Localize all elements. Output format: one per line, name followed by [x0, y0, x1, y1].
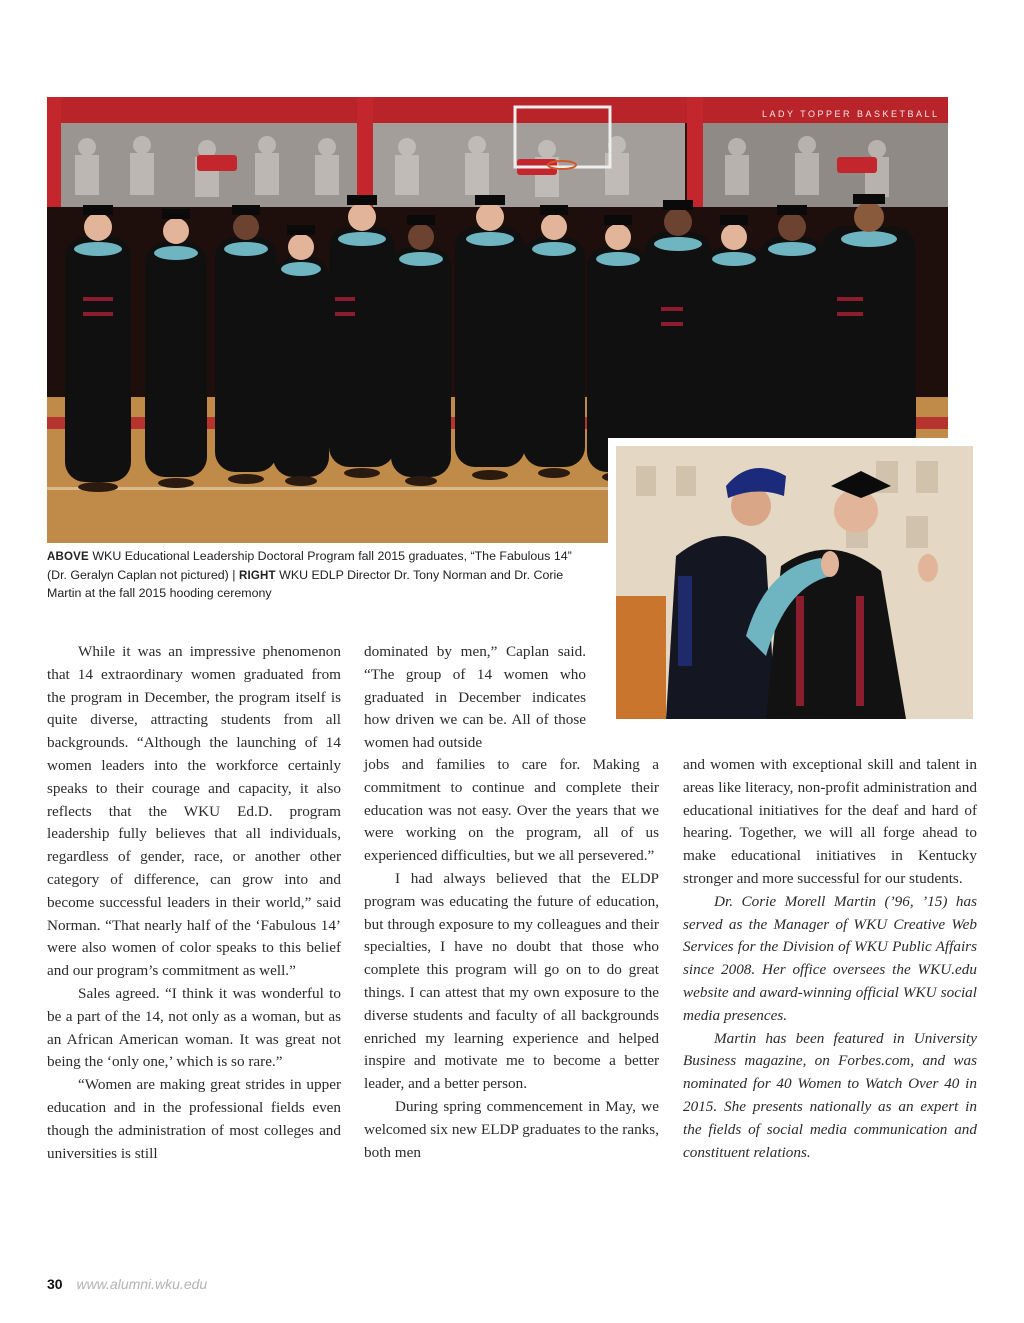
hooding-photo-illustration	[616, 446, 973, 719]
article-column-3	[683, 754, 977, 1164]
article-paragraph: I had always believed that the ELDP program was educating the future of education, but through exposure to my colleagues and their specialties, I have no doubt that those who complete this program will go on to do great things. I can attest that my own exposure to the diverse students and faculty of all backgrounds enriched my learning experience and helped inspire and motivate me to become a better leader, and a better person.	[364, 869, 659, 1093]
banner-text: LADY TOPPER BASKETBALL	[762, 109, 940, 119]
article-paragraph: jobs and families to care for. Making a commitment to continue and complete their education was not easy. Over the years that we were working on the program, all of us experienced difficulties, but we all persevered.”	[364, 756, 659, 865]
photo-caption	[47, 548, 592, 603]
article-column-1	[47, 641, 341, 1165]
hooding-photo	[608, 438, 974, 721]
caption-separator: |	[232, 567, 236, 582]
caption-right-tag: RIGHT	[238, 569, 276, 582]
caption-right-text: WKU EDLP Director Dr. Tony Norman and Dr. Corie Martin at the fall 2015 hooding ceremony	[47, 567, 564, 600]
article-paragraph: During spring commencement in May, we welcomed six new ELDP graduates to the ranks, both men	[364, 1097, 659, 1161]
footer-url[interactable]: www.alumni.wku.edu	[76, 1276, 208, 1292]
caption-above-tag: ABOVE	[47, 551, 89, 563]
caption-above-text: WKU Educational Leadership Doctoral Program fall 2015 graduates, “The Fabulous 14” (Dr. Geralyn Caplan not pictured)	[47, 549, 572, 582]
page-footer	[47, 1276, 207, 1292]
article-column-2	[364, 754, 659, 1164]
article-paragraph: “Women are making great strides in upper education and in the professional fields even though the administration of most colleges and universities is still	[47, 1076, 341, 1162]
article-paragraph: and women with exceptional skill and talent in areas like literacy, non-profit administration and educational initiatives for the deaf and hard of hearing. Together, we will all forge ahead to make educational initiatives in Kentucky stronger and more successful for our students.	[683, 756, 977, 887]
author-bio: Dr. Corie Morell Martin (’96, ’15) has served as the Manager of WKU Creative Web Services for the Division of WKU Public Affairs since 2008. Her office oversees the WKU.edu website and award-winning official WKU social media presences.	[683, 892, 977, 1024]
article-paragraph: Sales agreed. “I think it was wonderful to be a part of the 14, not only as a woman, but as an African American woman. It was great not being the ‘only one,’ which is so rare.”	[47, 984, 341, 1071]
article-paragraph: While it was an impressive phenomenon that 14 extraordinary women graduated from the program in December, the program itself is quite diverse, attracting students from all backgrounds. “Although the launching of 14 women leaders into the workforce certainly speaks to their courage and capacity, it also reflects that the WKU Ed.D. program leadership fully believes that all individuals, regardless of gender, race, or another other category of difference, can grow into and become successful leaders in their world,” said Norman. “That nearly half of the ‘Fabulous 14’ were also women of color speaks to this belief and our program’s commitment as well.”	[47, 643, 341, 980]
article-column-2-top	[364, 641, 586, 755]
article-paragraph: dominated by men,” Caplan said. “The group of 14 women who graduated in December indicates how driven we can be. All of those women had outside	[364, 643, 586, 752]
page-number: 30	[47, 1276, 63, 1292]
author-bio: Martin has been featured in University Business magazine, on Forbes.com, and was nominated for 40 Women to Watch Over 40 in 2015. She presents nationally as an expert in the fields of social media communication and constituent relations.	[683, 1029, 977, 1161]
